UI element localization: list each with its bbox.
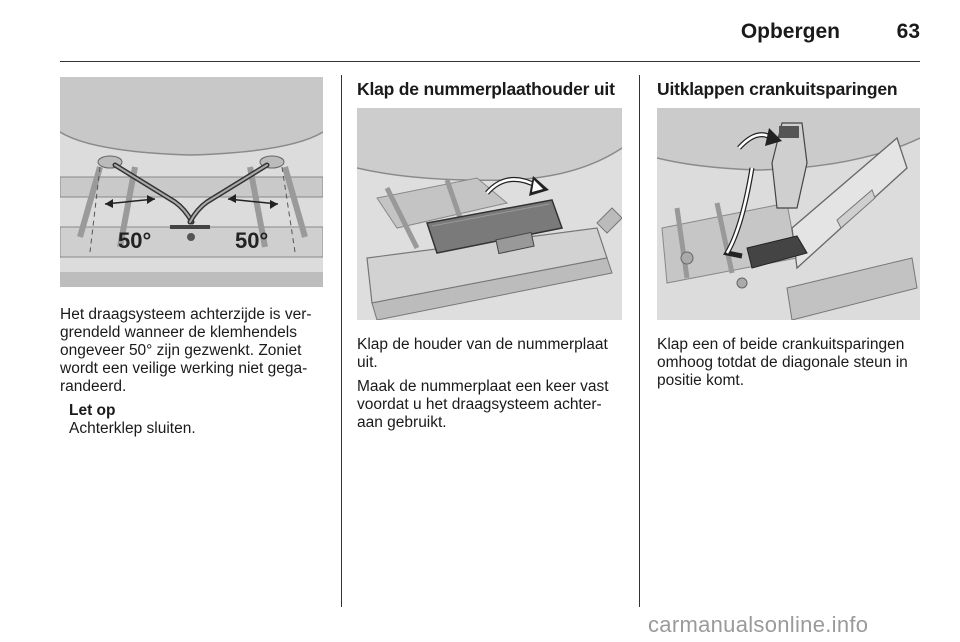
page-title: Opbergen <box>740 20 840 43</box>
column-divider-1 <box>341 75 342 607</box>
col1-line: randeerd. <box>60 378 127 395</box>
angle-label-right: 50° <box>235 228 269 253</box>
col1-text <box>60 306 330 438</box>
note-text: Achterklep sluiten. <box>69 420 196 437</box>
section-heading-crank-recesses: Uitklappen crankuitsparingen <box>657 79 898 99</box>
col2-line: Maak de nummerplaat een keer vast <box>357 378 609 395</box>
note-title: Let op <box>69 402 116 419</box>
figure-crank-recesses <box>657 108 920 320</box>
col2-line: aan gebruikt. <box>357 414 447 431</box>
col1-line: grendeld wanneer de klemhendels <box>60 324 297 341</box>
watermark: carmanualsonline.info <box>648 612 869 637</box>
col1-line: wordt een veilige werking niet gega- <box>60 360 308 377</box>
figure-clamp-levers <box>60 77 323 287</box>
col3-paragraph-1 <box>657 336 932 390</box>
col2-paragraph-1 <box>357 336 632 372</box>
col3-line: positie komt. <box>657 372 745 389</box>
section-heading-license-plate: Klap de nummerplaathouder uit <box>357 79 615 99</box>
col3-line: omhoog totdat de diagonale steun in <box>657 354 908 371</box>
col1-paragraph <box>60 306 330 396</box>
col2-line: voordat u het draagsysteem achter- <box>357 396 602 413</box>
page-header <box>60 18 920 62</box>
angle-label-left: 50° <box>118 228 152 253</box>
license-plate-holder-illustration <box>357 108 622 320</box>
crank-recesses-illustration <box>657 108 920 320</box>
col2-paragraph-2 <box>357 378 632 432</box>
col2-line: Klap de houder van de nummerplaat <box>357 336 608 353</box>
col1-line: ongeveer 50° zijn gezwenkt. Zoniet <box>60 342 302 359</box>
figure-license-plate-holder <box>357 108 622 320</box>
col1-line: Het draagsysteem achterzijde is ver- <box>60 306 312 323</box>
column-divider-2 <box>639 75 640 607</box>
col3-line: Klap een of beide crankuitsparingen <box>657 336 905 353</box>
col2-line: uit. <box>357 354 378 371</box>
page-number: 63 <box>896 20 920 43</box>
col2-text <box>357 336 632 438</box>
clamp-levers-illustration <box>60 77 323 287</box>
col3-text <box>657 336 932 396</box>
note-block <box>60 402 330 438</box>
